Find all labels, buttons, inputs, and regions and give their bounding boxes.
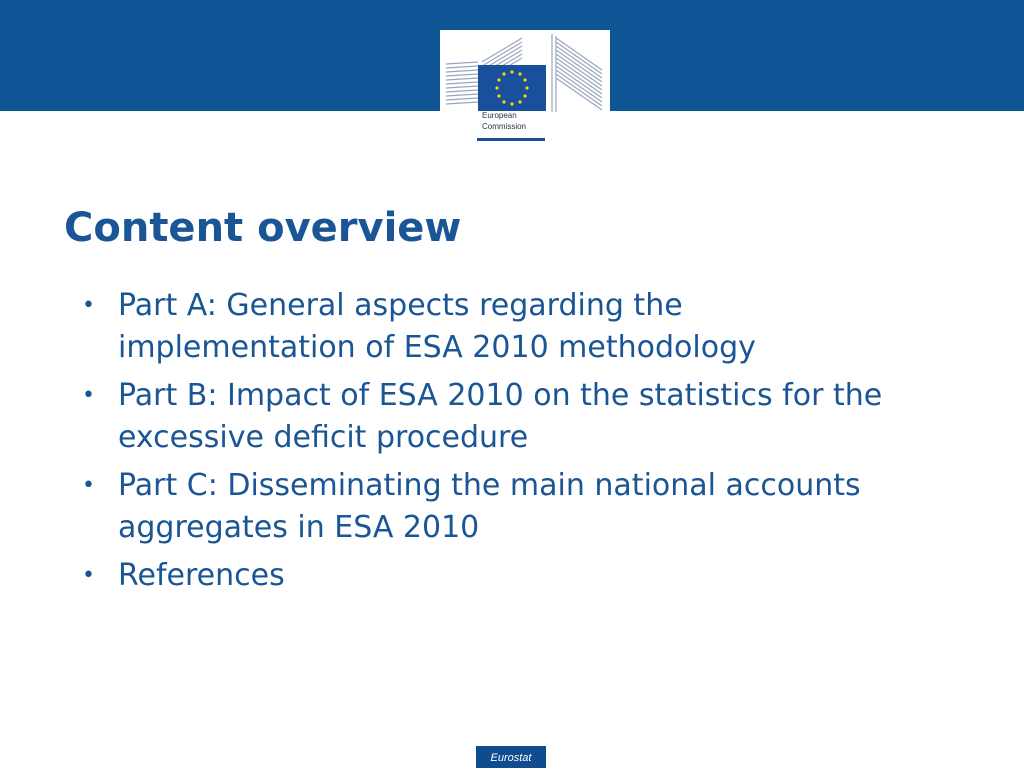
logo-text-line1: European [482, 111, 517, 120]
footer-eurostat-badge: Eurostat [476, 746, 546, 768]
bullet-item-part-a [80, 285, 900, 369]
bullet-item-part-b [80, 375, 900, 459]
bullet-dot-icon: • [82, 293, 95, 318]
logo-text-line2: Commission [482, 122, 527, 131]
slide-title: Content overview [64, 205, 462, 251]
bullet-list [80, 285, 900, 603]
bullet-dot-icon: • [82, 473, 95, 498]
bullet-text: Part C: Disseminating the main national accounts aggregates in ESA 2010 [118, 468, 861, 545]
bullet-item-references [80, 555, 900, 597]
bullet-text: Part A: General aspects regarding the implementation of ESA 2010 methodology [118, 288, 756, 365]
bullet-dot-icon: • [82, 563, 95, 588]
bullet-dot-icon: • [82, 383, 95, 408]
logo-underline [477, 138, 545, 141]
logo-text [482, 110, 562, 132]
european-commission-logo [440, 30, 610, 148]
bullet-text: Part B: Impact of ESA 2010 on the statistics for the excessive deficit procedure [118, 378, 883, 455]
bullet-item-part-c [80, 465, 900, 549]
bullet-text: References [118, 558, 285, 593]
